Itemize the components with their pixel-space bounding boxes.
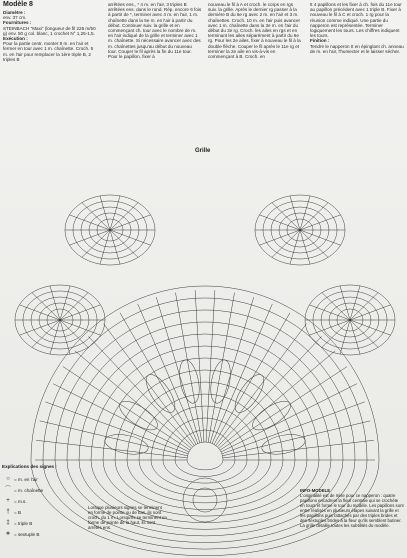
chart-wing-spoke <box>259 230 300 245</box>
chart-wing-spoke <box>350 320 391 335</box>
text-column-2 <box>108 2 202 59</box>
sextuple-crochet-icon: ∗ <box>5 531 11 537</box>
col3-text: nouveau le fil à A et croch. le corps en rgs suiv. la grille. Après le dernier rg passer à la dernière B du 6e rg avec 2 m. en l'air et 3 m. chaînettes. Croch. 10 m. en l'air puis avancer avec 1 m. chaînette dans la 3e m. en l'air du début du 3e rg. Croch. les ailes en rgs et en terminant les ailes séparément à partir du 6e rg. Pour les 2e ailes, fixer à nouveau le fil à la double flèche. Couper le fil après le 11e rg et terminer la 2e aile en vis-à-vis en commençant à B. Croch. en <box>208 2 301 60</box>
chart-spoke <box>195 290 204 442</box>
legend-title: Explications des signes : <box>2 464 57 469</box>
chart-spoke <box>120 313 196 445</box>
chart-ring <box>175 460 235 477</box>
chart-wing-spoke <box>110 230 151 245</box>
chart-ring <box>55 310 355 460</box>
chart-wing-spoke <box>350 305 391 320</box>
chart-wing-spoke <box>259 215 300 230</box>
execution-label: Exécution : <box>3 36 28 42</box>
info-text: L'originalité est de mise pour ce napperon : quatre papillons encadrent la fleur centrale qui se crochète en tours et forme le tour du modèle. Les papillons sont entre réalisés en plusieurs étapes suivant la grille et les papillons puis rattachés par des triples brides et des sextuples brides à la fleur qu'ils semblent butiner. La grille détaille toutes les subtilités du modèle. <box>300 493 404 528</box>
chart-petal <box>260 431 307 457</box>
legend-item-label: = m. chaînette <box>14 488 44 493</box>
chart-petal <box>230 370 269 417</box>
chart-spoke <box>40 421 188 456</box>
chart-wing-spoke <box>19 305 60 320</box>
chart-petal <box>141 370 180 417</box>
chart-center <box>193 488 217 512</box>
chart-petal <box>115 396 162 435</box>
chart-ring <box>139 394 271 460</box>
chart-petal <box>176 358 202 405</box>
chart-ring <box>91 346 319 460</box>
chart-wing-spoke <box>309 320 350 335</box>
single-crochet-icon: + <box>6 498 10 504</box>
finish-label: Finition : <box>310 38 330 44</box>
chart-spoke <box>210 297 254 443</box>
chart-wing-spoke <box>60 305 101 320</box>
grille-label: Grille <box>195 148 211 154</box>
legend-item-label: = m. en l'air <box>14 477 38 482</box>
legend-item-label: = triple B <box>14 521 33 526</box>
chart-petal <box>248 396 295 435</box>
chart-spoke <box>223 421 371 456</box>
chart-ring <box>31 286 379 460</box>
chart-ring <box>175 430 235 460</box>
text-column-4 <box>310 2 405 54</box>
text-column-1 <box>3 10 99 62</box>
slip-stitch-icon: ⌒ <box>4 487 11 493</box>
chart-wing-spoke <box>60 320 101 335</box>
chart-ring <box>103 358 307 460</box>
chart-spoke <box>138 304 198 444</box>
chart-spoke <box>212 304 272 444</box>
legend-note: Lorsque plusieurs signes se terminent en forme de pointe ou de bas, ils sont croch. du 1 m. Lorsqu'ils se terminent en forme de pointe de la haut, ils sont arrêtés ens. <box>88 505 167 530</box>
chart-wing-spoke <box>19 320 60 335</box>
chart-spoke <box>220 367 347 451</box>
chart-spoke <box>156 297 200 443</box>
chart-ring <box>67 322 343 460</box>
legend-item <box>2 474 122 485</box>
info-title: INFO-MODELE <box>300 488 331 493</box>
chart-ring <box>115 370 295 460</box>
chart-spoke <box>208 293 234 443</box>
chain-stitch-icon: ○ <box>6 476 10 482</box>
triple-crochet-icon: ‡ <box>6 520 10 526</box>
chart-center <box>183 478 227 522</box>
chart-ring <box>187 442 223 460</box>
legend-item <box>2 485 122 496</box>
execution-text: Pour la partie centr. monter 8 m. en l'air et fermer en tour avec 1 m. chaînette. Croch. 5 m. en l'air pour remplacer la 1ère triple B, 2 triples B <box>3 41 94 62</box>
supplies-label: Fournitures : <box>3 20 32 26</box>
chart-ring <box>43 298 367 460</box>
col2-text: arrêtées ens., * 4 m. en l'air, 3 triples B arrêtées ens. dans le rond. Rép. encore 6 fois à partir de *, terminer avec 4 m. en l'air, 1 m. chaînette dans la 5e m. en l'air à partir du début. Continuer suiv. la grille et en commençant ch. tour avec le nombre de m. en l'air indiqué de la grille et terminer avec 1 m. chaînette. Si nécessaire avancer avec des m. chaînettes jusqu'au début du nouveau tour. Couper le fil après la fin du 11e tour. Pour le papillon, fixer à <box>108 2 202 60</box>
chart-wing-spoke <box>69 215 110 230</box>
page-title: Modèle 8 <box>3 1 33 8</box>
chart-ring <box>187 460 223 470</box>
chart-wing-spoke <box>110 215 151 230</box>
chart-ring <box>151 406 259 460</box>
chart-spoke <box>206 290 215 442</box>
legend-item-label: = m.s. <box>14 499 27 504</box>
diameter-label: Diamètre : <box>3 10 26 15</box>
supplies-text: STEINBACH "Maxi" (longueur de fil 225 m/50 g) env. 50 g col. blanc, 1 crochet N° 1,25-1,5. <box>3 25 96 36</box>
chart-petal <box>207 358 233 405</box>
diameter-value: env. 37 cm. <box>3 15 27 21</box>
text-column-3 <box>208 2 302 59</box>
chart-spoke <box>217 336 321 447</box>
finish-text: Tendre le napperon tt en épinglant ch. anneau de m. en l'air, l'humecter et le laisser sécher. <box>310 43 404 54</box>
chart-wing-spoke <box>300 230 341 245</box>
chart-spoke <box>63 367 190 451</box>
chart-spoke <box>214 313 290 445</box>
chart-wing-spoke <box>300 215 341 230</box>
chart-wing-spoke <box>69 230 110 245</box>
col4-text: tt 4 papillons et les fixer à ch. fois du 11e tour au papillon précédent avec 1 triple B. Fixer à nouveau le fil à C et croch. 1 rg pour la réunion comme indiqué. Une partie du napperon est représentée. Terminer logiquement les tours. Les chiffres indiquent les tours. <box>310 2 402 39</box>
info-box <box>300 488 404 528</box>
legend-item-label: = sextuple B <box>14 532 40 537</box>
chart-ring <box>115 460 295 510</box>
chart-wing-spoke <box>309 305 350 320</box>
legend-item-label: = B <box>14 510 22 515</box>
chart-spoke <box>88 336 192 447</box>
chart-petal <box>103 431 150 457</box>
legend-item <box>2 529 122 540</box>
chart-ring <box>151 460 259 490</box>
chart-spoke <box>175 293 201 443</box>
double-crochet-icon: † <box>6 509 10 515</box>
